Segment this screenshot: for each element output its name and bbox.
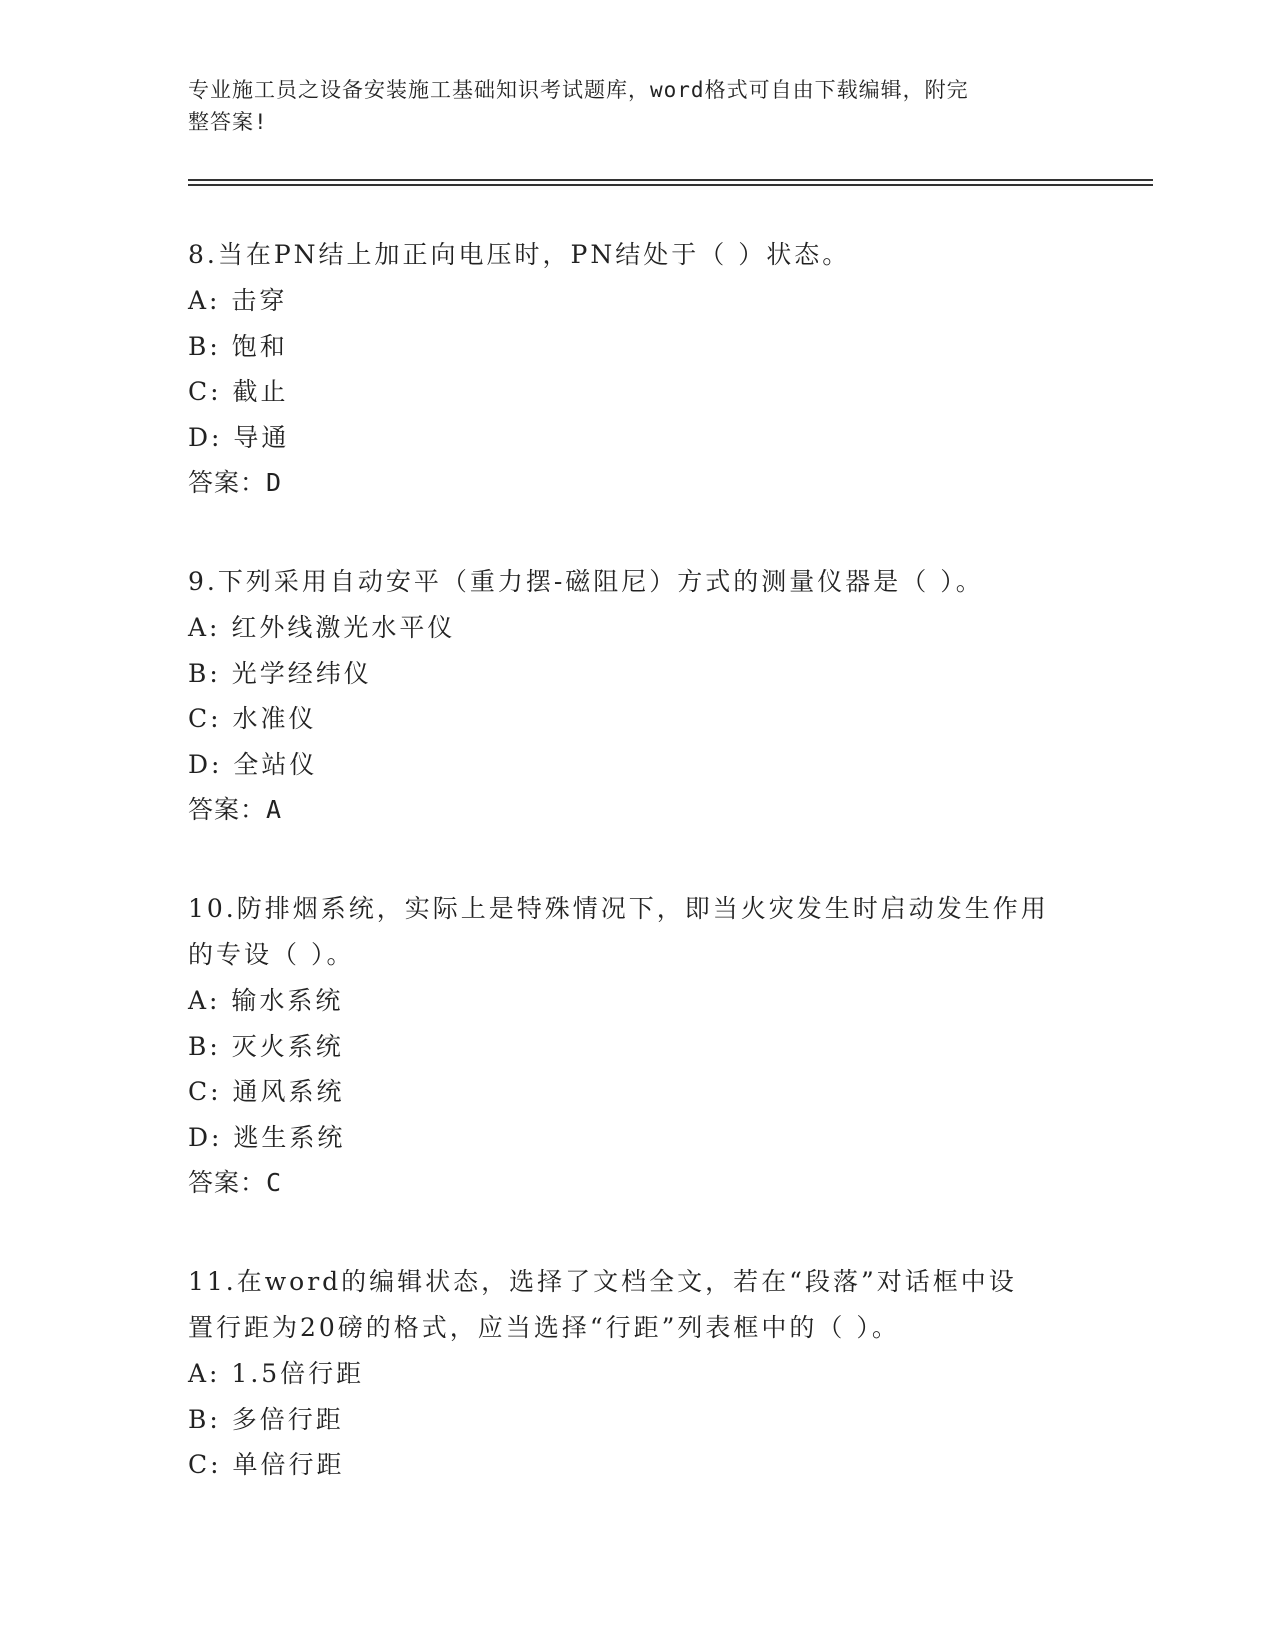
question-stem-line-2: 置行距为20磅的格式，应当选择“行距”列表框中的（ ）。: [188, 1313, 900, 1342]
question-9: [188, 559, 1088, 833]
answer-label: 答案：C: [188, 1168, 283, 1197]
question-8: [188, 232, 1088, 506]
option-c: C: 水准仪: [188, 704, 317, 733]
header-rule-top: [188, 179, 1153, 181]
question-stem-line-2: 的专设（ ）。: [188, 940, 355, 969]
header-rule-bottom: [188, 184, 1153, 186]
question-list: [188, 232, 1088, 1541]
question-stem: 9.下列采用自动安平（重力摆-磁阻尼）方式的测量仪器是（ ）。: [188, 567, 984, 596]
header-line-2: 整答案!: [188, 110, 268, 134]
question-stem: 8.当在PN结上加正向电压时，PN结处于（ ）状态。: [188, 240, 851, 269]
option-a: A: 击穿: [188, 286, 288, 315]
option-b: B: 光学经纬仪: [188, 658, 372, 688]
option-c: C: 单倍行距: [188, 1450, 345, 1479]
option-d: D: 导通: [188, 422, 290, 452]
question-stem-line-1: 10.防排烟系统，实际上是特殊情况下，即当火灾发生时启动发生作用: [188, 894, 1049, 923]
document-header: [188, 74, 1088, 138]
option-b: B: 饱和: [188, 331, 288, 361]
option-d: D: 全站仪: [188, 749, 318, 779]
answer-label: 答案：A: [188, 795, 283, 824]
option-a: A: 红外线激光水平仪: [188, 613, 456, 642]
option-b: B: 多倍行距: [188, 1404, 344, 1434]
question-10: [188, 886, 1088, 1206]
answer-label: 答案：D: [188, 468, 283, 497]
option-d: D: 逃生系统: [188, 1122, 346, 1152]
option-c: C: 通风系统: [188, 1077, 345, 1106]
question-stem-line-1: 11.在word的编辑状态，选择了文档全文，若在“段落”对话框中设: [188, 1267, 1017, 1296]
header-line-1: 专业施工员之设备安装施工基础知识考试题库，word格式可自由下载编辑，附完: [188, 78, 969, 102]
question-11: [188, 1259, 1088, 1488]
option-b: B: 灭火系统: [188, 1031, 344, 1061]
option-a: A: 1.5倍行距: [188, 1359, 365, 1388]
option-c: C: 截止: [188, 377, 289, 406]
option-a: A: 输水系统: [188, 986, 344, 1015]
